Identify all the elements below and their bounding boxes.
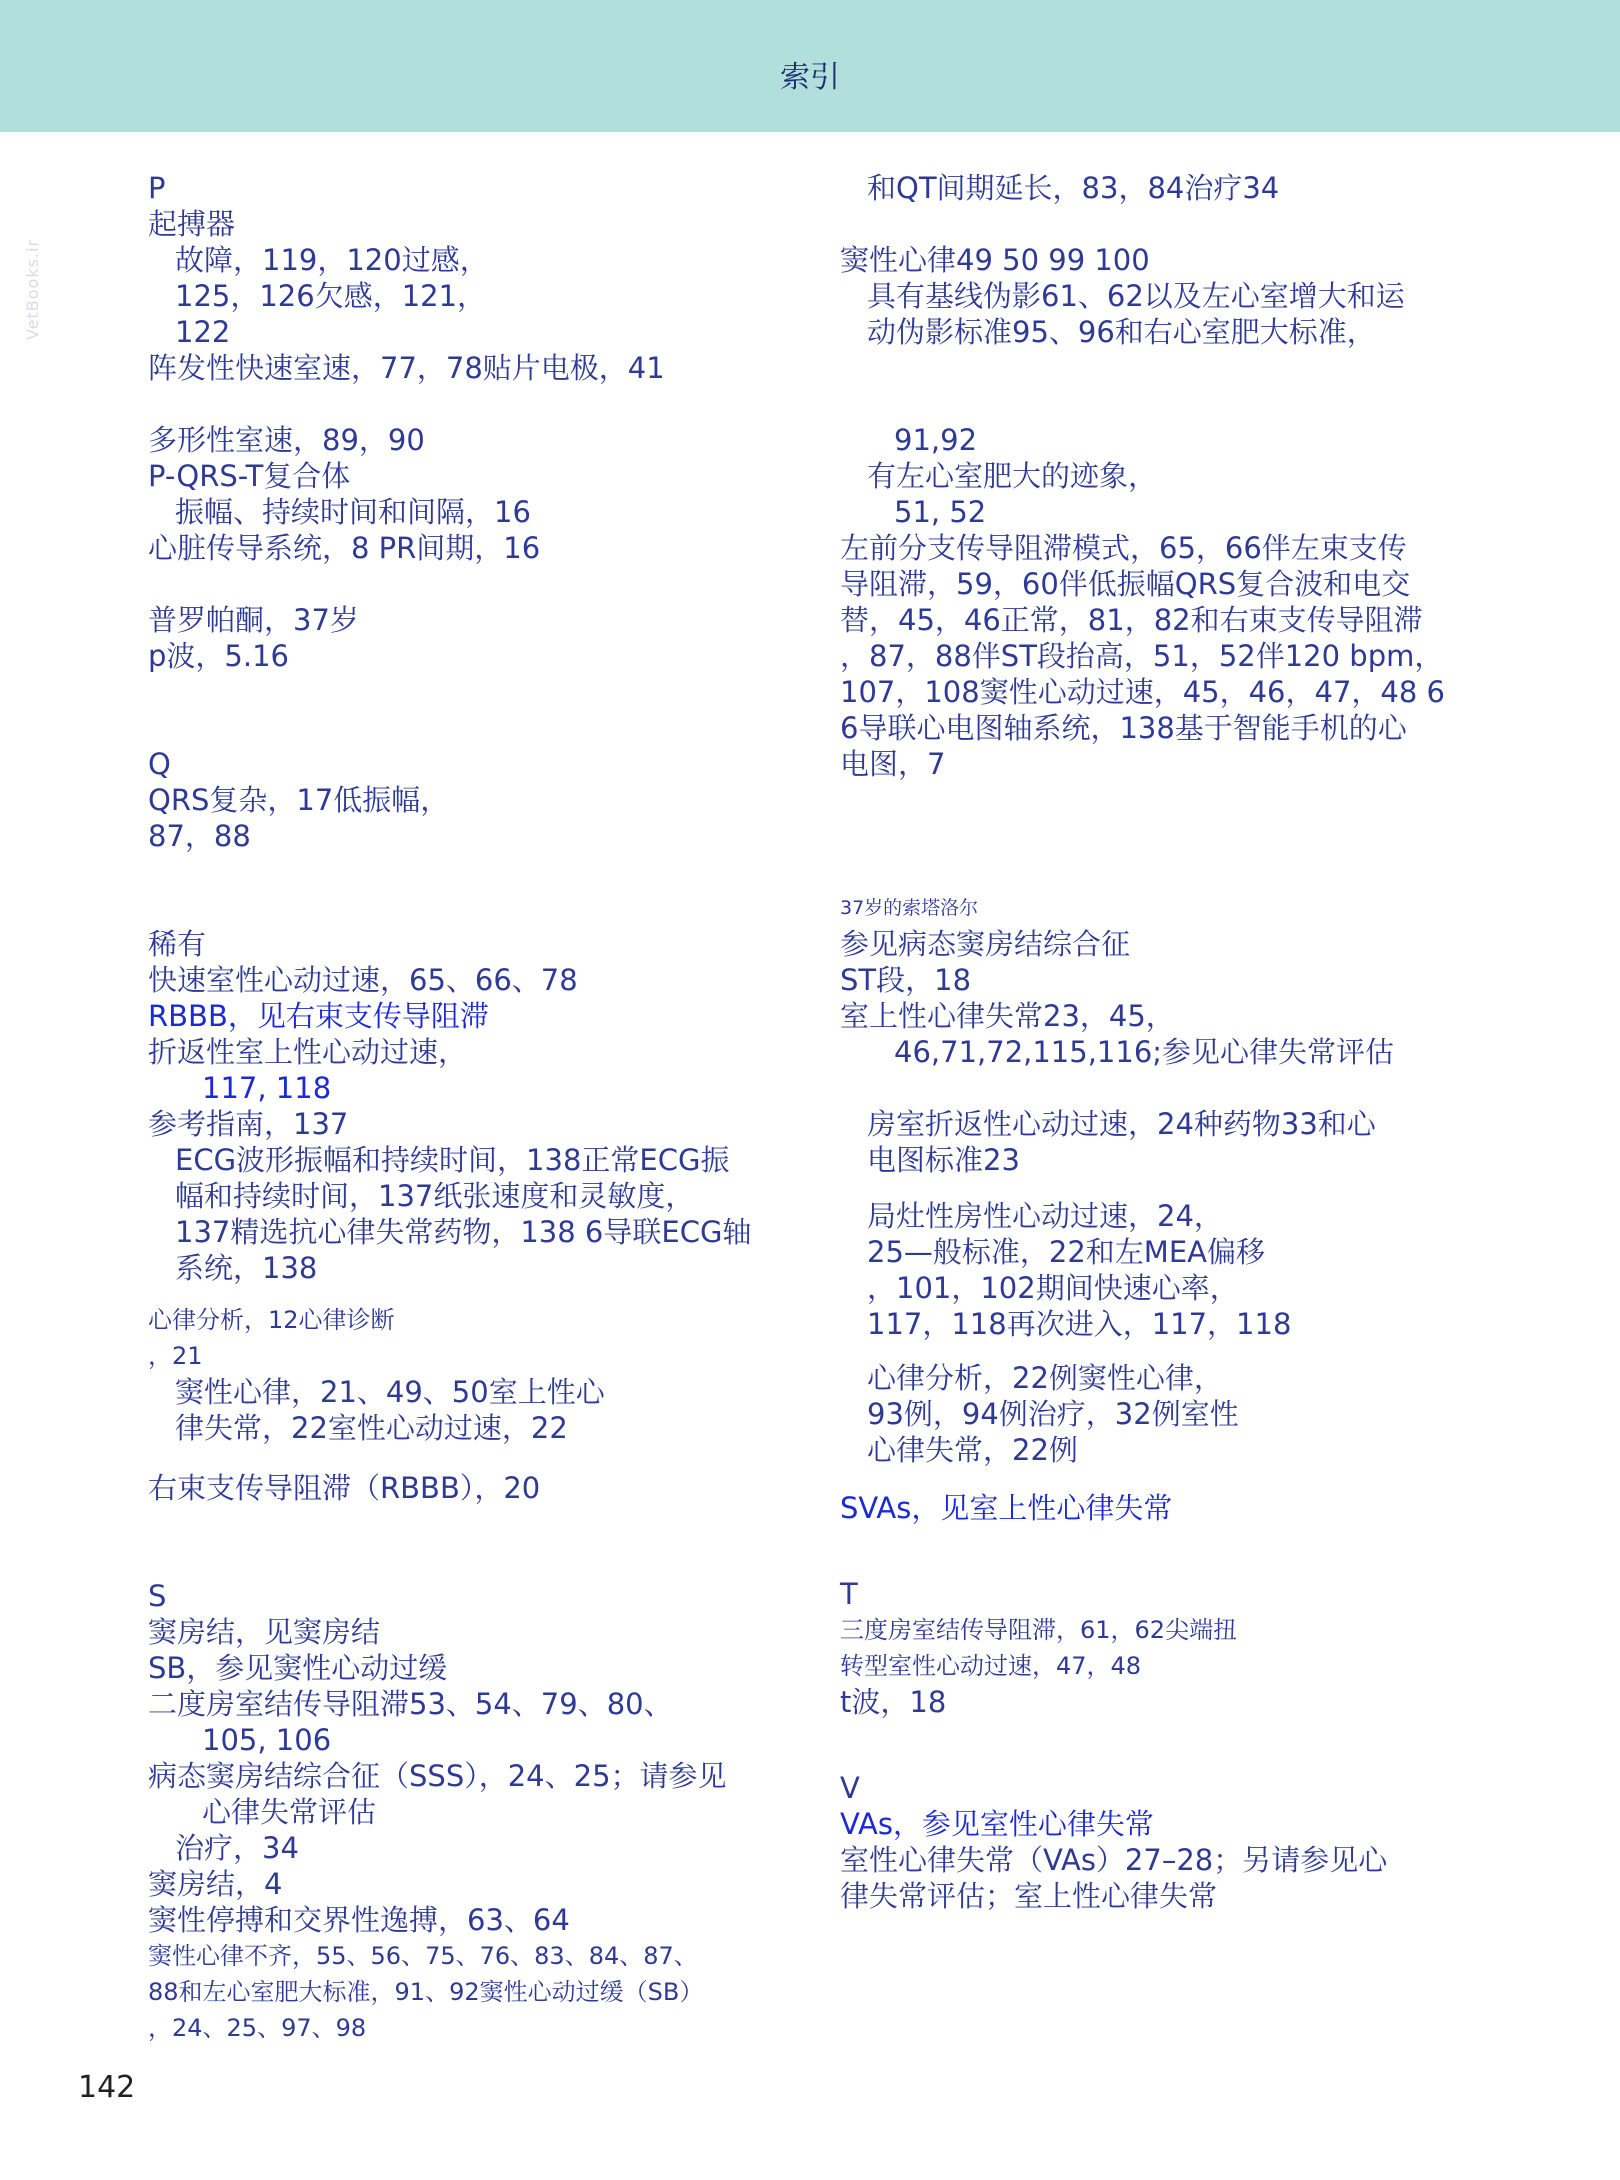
index-entry: ST段，18 bbox=[840, 963, 972, 997]
index-entry: 系统，138 bbox=[175, 1251, 318, 1285]
section-letter: S bbox=[148, 1579, 167, 1613]
index-entry: 参见病态窦房结综合征 bbox=[840, 927, 1131, 961]
index-entry: 病态窦房结综合征（SSS），24、25；请参见 bbox=[148, 1759, 727, 1793]
index-entry: 心律失常评估 bbox=[202, 1795, 377, 1829]
index-entry: 律失常评估；室上性心律失常 bbox=[840, 1879, 1218, 1913]
index-entry: 局灶性房性心动过速，24， bbox=[867, 1199, 1223, 1233]
index-entry: 137精选抗心律失常药物，138 6导联ECG轴 bbox=[175, 1215, 752, 1249]
index-entry: ，21 bbox=[148, 1342, 203, 1370]
index-entry: 有左心室肥大的迹象， bbox=[867, 459, 1158, 493]
index-entry: RBBB，见右束支传导阻滞 bbox=[148, 999, 489, 1033]
index-entry: 动伪影标准95、96和右心室肥大标准， bbox=[867, 315, 1376, 349]
index-entry: 窦房结，见窦房结 bbox=[148, 1615, 381, 1649]
section-letter: Q bbox=[148, 747, 171, 781]
index-entry: 心律分析，12心律诊断 bbox=[148, 1306, 395, 1334]
index-entry: 88和左心室肥大标准，91、92窦性心动过缓（SB） bbox=[148, 1978, 704, 2006]
index-entry: 转型室性心动过速，47，48 bbox=[840, 1652, 1142, 1680]
index-entry: 25—般标准，22和左MEA偏移 bbox=[867, 1235, 1265, 1269]
index-entry: QRS复杂，17低振幅， bbox=[148, 783, 450, 817]
index-entry: 三度房室结传导阻滞，61，62尖端扭 bbox=[840, 1616, 1238, 1644]
index-entry: 窦房结，4 bbox=[148, 1867, 283, 1901]
index-entry: 91,92 bbox=[894, 423, 978, 457]
page-title: 索引 bbox=[780, 60, 840, 95]
index-entry: 电图标准23 bbox=[867, 1143, 1020, 1177]
index-entry: ，87，88伴ST段抬高，51，52伴120 bpm， bbox=[840, 639, 1444, 673]
index-entry: 窦性心律不齐，55、56、75、76、83、84、87、 bbox=[148, 1942, 698, 1970]
index-entry: SB，参见窦性心动过缓 bbox=[148, 1651, 448, 1685]
index-entry: 125，126欠感，121， bbox=[175, 279, 487, 313]
index-entry: 振幅、持续时间和间隔，16 bbox=[175, 495, 531, 529]
index-entry: 心律分析，22例窦性心律， bbox=[867, 1361, 1223, 1395]
index-entry: t波，18 bbox=[840, 1685, 947, 1719]
index-entry: 律失常，22室性心动过速，22 bbox=[175, 1411, 568, 1445]
index-entry: 心脏传导系统，8 PR间期，16 bbox=[148, 531, 541, 565]
index-entry: 46,71,72,115,116;参见心律失常评估 bbox=[894, 1035, 1395, 1069]
index-entry: 导阻滞，59，60伴低振幅QRS复合波和电交 bbox=[840, 567, 1411, 601]
index-entry: 稀有 bbox=[148, 927, 207, 961]
index-entry: 窦性心律49 50 99 100 bbox=[840, 243, 1150, 277]
watermark: VetBooks.ir bbox=[23, 238, 43, 341]
index-entry: 117，118再次进入，117，118 bbox=[867, 1307, 1292, 1341]
index-entry: 107，108窦性心动过速，45，46，47，48 6 bbox=[840, 675, 1445, 709]
index-entry: 6导联心电图轴系统，138基于智能手机的心 bbox=[840, 711, 1407, 745]
index-entry: 幅和持续时间，137纸张速度和灵敏度， bbox=[175, 1179, 695, 1213]
index-entry: 替，45，46正常，81，82和右束支传导阻滞 bbox=[840, 603, 1423, 637]
index-entry: 多形性室速，89，90 bbox=[148, 423, 425, 457]
index-entry: 参考指南，137 bbox=[148, 1107, 349, 1141]
section-letter: P bbox=[148, 171, 166, 205]
index-entry: 87，88 bbox=[148, 819, 251, 853]
index-entry: 93例，94例治疗，32例室性 bbox=[867, 1397, 1239, 1431]
index-entry: VAs，参见室性心律失常 bbox=[840, 1807, 1154, 1841]
index-entry: 心律失常，22例 bbox=[867, 1433, 1078, 1467]
index-entry: ，24、25、97、98 bbox=[148, 2014, 367, 2042]
index-entry: 折返性室上性心动过速， bbox=[148, 1035, 468, 1069]
index-entry: 普罗帕酮，37岁 bbox=[148, 603, 359, 637]
index-entry: 和QT间期延长，83，84治疗34 bbox=[867, 171, 1280, 205]
section-letter: T bbox=[840, 1577, 858, 1611]
page-number: 142 bbox=[78, 2070, 136, 2105]
index-entry: p波，5.16 bbox=[148, 639, 289, 673]
index-entry: 起搏器 bbox=[148, 207, 236, 241]
index-entry: SVAs，见室上性心律失常 bbox=[840, 1491, 1173, 1525]
index-column-left bbox=[148, 170, 788, 2046]
index-entry: 窦性停搏和交界性逸搏，63、64 bbox=[148, 1903, 570, 1937]
index-entry: P-QRS-T复合体 bbox=[148, 459, 351, 493]
index-entry: 二度房室结传导阻滞53、54、79、80、 bbox=[148, 1687, 673, 1721]
index-entry: 105, 106 bbox=[202, 1723, 332, 1757]
index-entry: 房室折返性心动过速，24种药物33和心 bbox=[867, 1107, 1376, 1141]
index-entry: 具有基线伪影61、62以及左心室增大和运 bbox=[867, 279, 1405, 313]
index-entry: 室性心律失常（VAs）27–28；另请参见心 bbox=[840, 1843, 1388, 1877]
index-column-right bbox=[840, 170, 1460, 1914]
index-entry: 快速室性心动过速，65、66、78 bbox=[148, 963, 578, 997]
index-entry: 阵发性快速室速，77，78贴片电极，41 bbox=[148, 351, 665, 385]
index-entry: 37岁的索塔洛尔 bbox=[840, 897, 979, 919]
index-entry: 窦性心律，21、49、50室上性心 bbox=[175, 1375, 605, 1409]
index-entry: 室上性心律失常23，45， bbox=[840, 999, 1175, 1033]
index-entry: ，101，102期间快速心率， bbox=[867, 1271, 1239, 1305]
index-entry: 电图，7 bbox=[840, 747, 946, 781]
index-entry: ECG波形振幅和持续时间，138正常ECG振 bbox=[175, 1143, 730, 1177]
page-header bbox=[0, 0, 1620, 132]
index-entry: 右束支传导阻滞（RBBB），20 bbox=[148, 1471, 541, 1505]
index-entry: 故障，119，120过感， bbox=[175, 243, 489, 277]
index-entry: 治疗，34 bbox=[175, 1831, 299, 1865]
section-letter: V bbox=[840, 1771, 860, 1805]
index-entry: 117, 118 bbox=[202, 1071, 332, 1105]
index-entry: 左前分支传导阻滞模式，65，66伴左束支传 bbox=[840, 531, 1407, 565]
index-entry: 122 bbox=[175, 315, 231, 349]
index-entry: 51, 52 bbox=[894, 495, 987, 529]
